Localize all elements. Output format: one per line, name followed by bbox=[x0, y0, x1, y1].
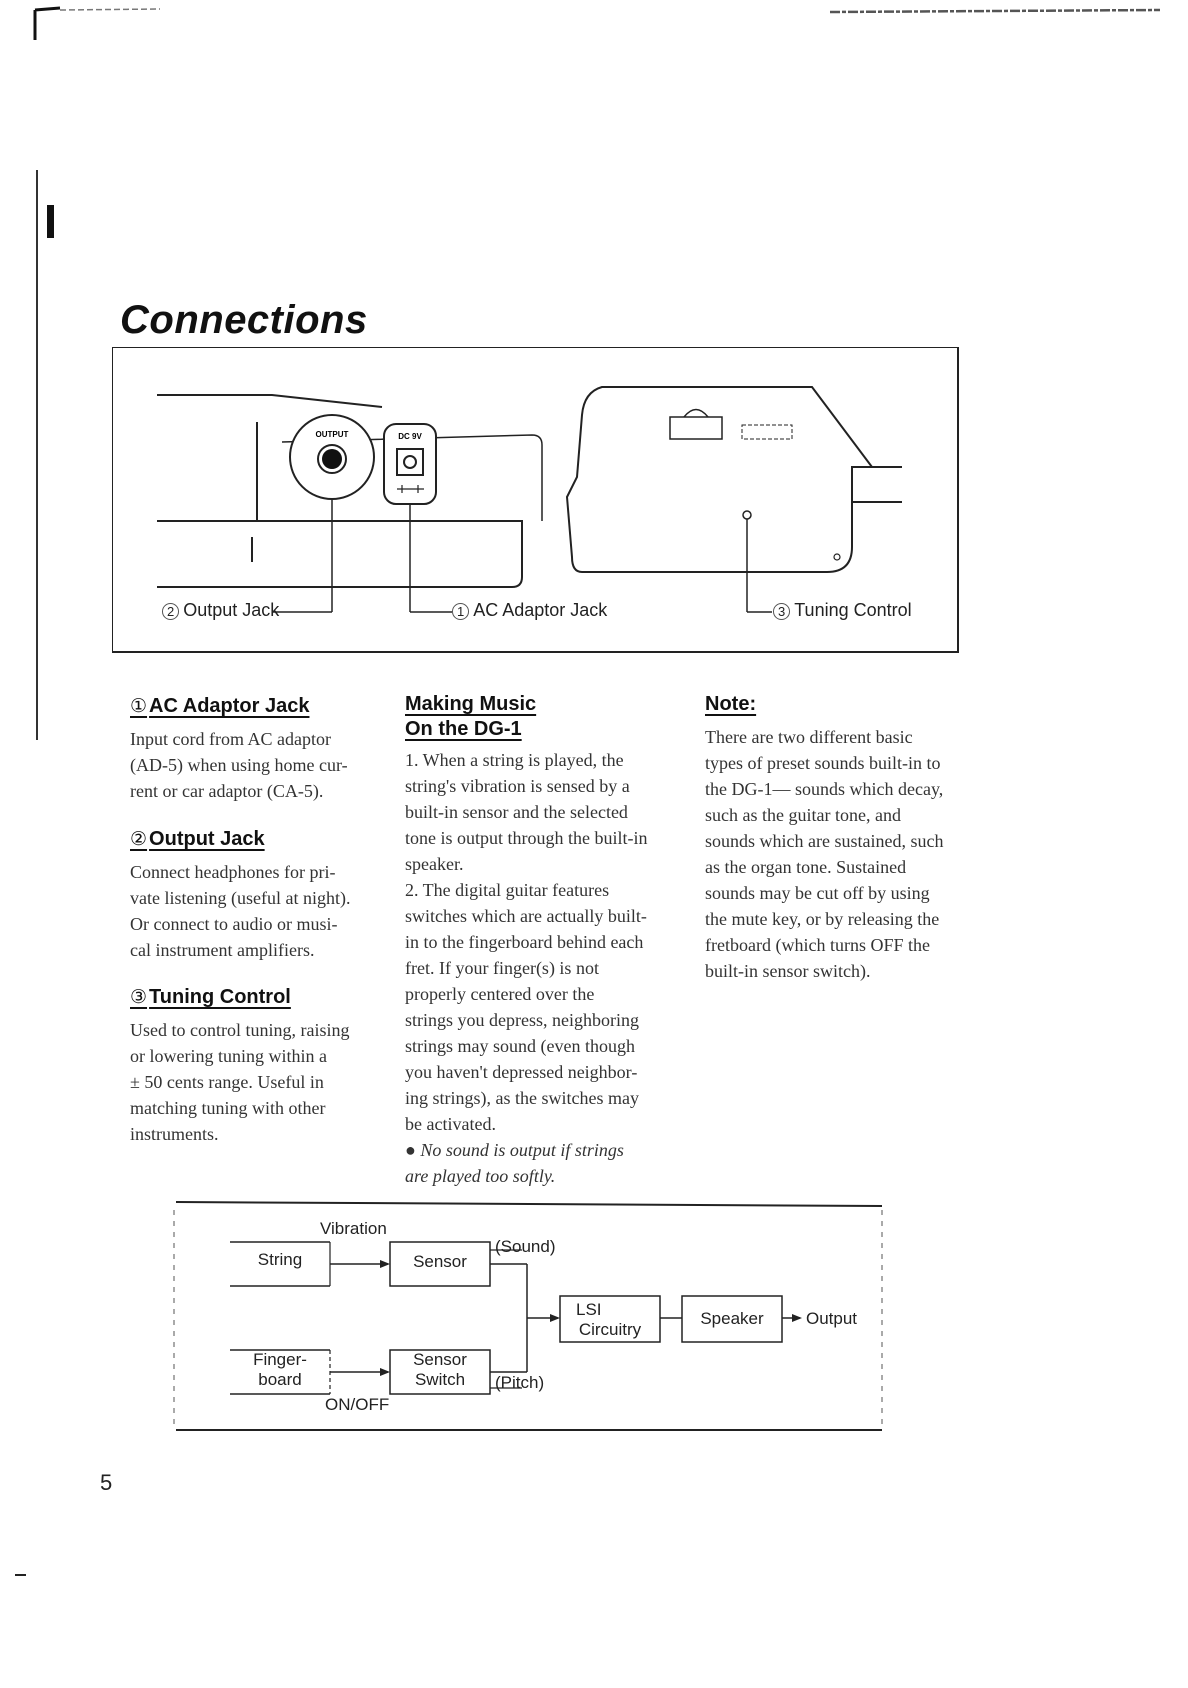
making-music-note-2: are played too softly. bbox=[405, 1166, 556, 1186]
flow-sound: (Sound) bbox=[495, 1237, 556, 1256]
ac-adaptor-heading: ① AC Adaptor Jack bbox=[130, 695, 310, 717]
ac-adaptor-jack-label: 1 AC Adaptor Jack bbox=[452, 600, 607, 621]
tuning-control-label: 3 Tuning Control bbox=[773, 600, 912, 621]
flow-string: String bbox=[257, 1250, 303, 1269]
flow-lsi: LSI Circuitry bbox=[576, 1300, 642, 1339]
page-number: 5 bbox=[100, 1470, 113, 1495]
making-music-note-1: ● No sound is output if strings bbox=[405, 1140, 624, 1160]
making-music-heading-1: Making Music bbox=[405, 693, 537, 715]
tuning-heading: ③ Tuning Control bbox=[130, 986, 291, 1008]
flow-speaker: Speaker bbox=[700, 1309, 764, 1328]
dc-panel-label: DC 9V bbox=[398, 432, 422, 441]
making-music-body: 1. When a string is played, the string's vibration is sensed by a built-in sensor and the selected tone is output through the built-in speaker. 2. The digital guitar features switches which are actually built- in to the fingerboard behind each fret. If your finger(s) is not properly centered over the strings you depress, neighboring strings may sound (even though you haven't depressed neighbor- ing strings), as the switches may be activated. ● No sound is output if strings are played too softly. bbox=[405, 747, 675, 1189]
note-heading: Note: bbox=[705, 693, 757, 715]
note-body: There are two different basic types of preset sounds built-in to the DG-1— sounds which decay, such as the guitar tone, and sounds which are sustained, such as the organ tone. Sustained sounds may be cut off by using the mute key, or by releasing the fretboard (which turns OFF the built-in sensor switch). bbox=[705, 727, 944, 981]
output-jack-num: 2 bbox=[162, 603, 179, 620]
ac-adaptor-body: Input cord from AC adaptor (AD-5) when using home cur- rent or car adaptor (CA-5). bbox=[130, 729, 348, 801]
flow-sensor-switch: Sensor Switch bbox=[413, 1350, 467, 1389]
note-section bbox=[705, 693, 975, 984]
output-jack-label: 2 Output Jack bbox=[162, 600, 279, 621]
tuning-control-num: 3 bbox=[773, 603, 790, 620]
tuning-section bbox=[130, 986, 390, 1147]
making-music-heading-2: On the DG-1 bbox=[405, 718, 522, 740]
ac-adaptor-jack-num: 1 bbox=[452, 603, 469, 620]
flow-pitch: (Pitch) bbox=[495, 1373, 545, 1392]
output-panel-label: OUTPUT bbox=[315, 430, 349, 439]
output-heading: ② Output Jack bbox=[130, 828, 265, 850]
flow-sensor: Sensor bbox=[413, 1252, 467, 1271]
page-title: Connections bbox=[120, 298, 368, 342]
output-section bbox=[130, 828, 390, 963]
signal-flow-diagram bbox=[170, 1200, 890, 1440]
flow-vibration: Vibration bbox=[320, 1219, 387, 1238]
ac-adaptor-section bbox=[130, 695, 390, 804]
flow-output: Output bbox=[806, 1309, 858, 1328]
tuning-body: Used to control tuning, raising or lowering tuning within a ± 50 cents range. Useful in matching tuning with other instruments. bbox=[130, 1020, 350, 1144]
flow-fingerboard: Finger- board bbox=[253, 1350, 307, 1389]
output-body: Connect headphones for pri- vate listening (useful at night). Or connect to audio or musi- cal instrument amplifiers. bbox=[130, 862, 351, 960]
flow-onoff: ON/OFF bbox=[325, 1395, 390, 1414]
making-music-section bbox=[405, 693, 675, 1189]
